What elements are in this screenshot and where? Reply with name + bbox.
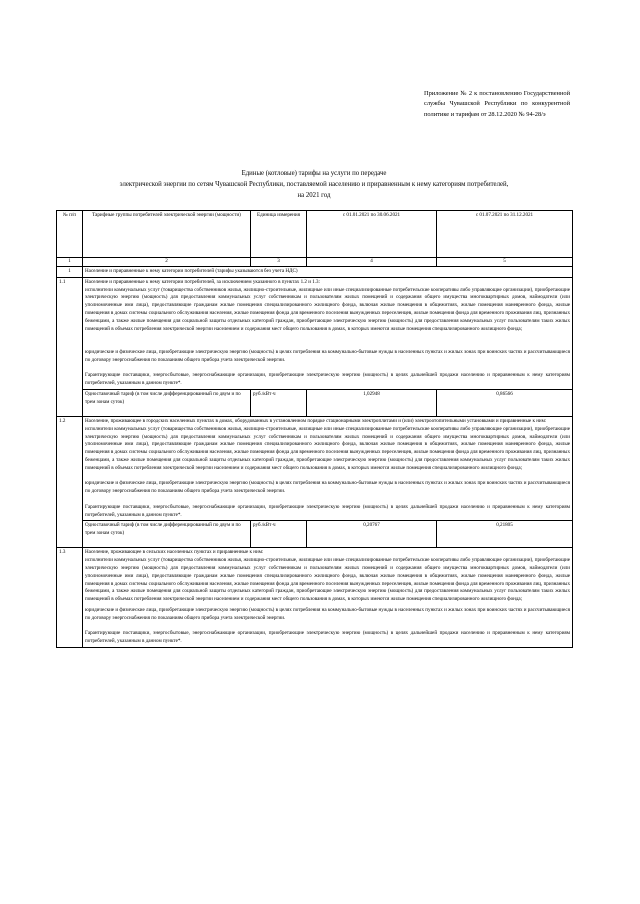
row-number: 1 bbox=[57, 267, 83, 278]
group-description bbox=[83, 548, 573, 648]
table-row bbox=[57, 548, 573, 648]
description-paragraph: Население и приравненные к нему категории потребителей, за исключением указанного в пунктах 1.2 и 1.3: bbox=[85, 278, 321, 285]
description-paragraph: исполнители коммунальных услуг (товарищества собственников жилья, жилищно-строительные, жилищные или иные специализированные потребительские кооперативы либо управляющие организации), приобретающие электрическую энергию (мощность) для предоставления коммунальных услуг собственникам и пользователям жилых помещений и содержания общего имущества многоквартирных домов, наймодатели (или уполномоченные ими лица), предоставляющие гражданам жилые помещения специализированного жилищного фонда, включая жилые помещения в общежитиях, жилые помещения маневренного фонда, жилые помещения в домах системы социального обслуживания населения, жилые помещения фонда для временного поселения вынужденных переселенцев, жилые помещения фонда для временного проживания лиц, признанных беженцами, а также жилые помещения для социальной защиты отдельных категорий граждан, приобретающие электрическую энергию (мощность) для предоставления коммунальных услуг пользователям таких жилых помещений в объемах потребления электрической энергии населением и содержания мест общего пользования в домах, в которых имеются жилые помещения специализированного жилищного фонда; bbox=[85, 286, 570, 332]
column-number: 1 bbox=[57, 258, 83, 267]
tariff-table bbox=[56, 210, 573, 648]
description-paragraph: Гарантирующие поставщики, энергосбытовые, энергоснабжающие организации, приобретающие электрическую энергию (мощность) в целях дальнейшей продажи населению и приравненным к нему категориям потребителей, указанным в данном пункте*. bbox=[85, 372, 570, 387]
document-title bbox=[56, 168, 572, 201]
row-number: 1.1 bbox=[57, 277, 83, 416]
tariff-row bbox=[57, 389, 573, 416]
description-paragraph: Население, проживающее в городских населенных пунктах в домах, оборудованных в установленном порядке стационарными электроплитами и (или) электроотопительными установками и приравненные к ним: bbox=[85, 417, 547, 424]
header-period-1: с 01.01.2021 по 30.06.2021 bbox=[307, 211, 437, 258]
row-number: 1.3 bbox=[57, 548, 83, 648]
header-tariff-groups: Тарифные группы потребителей электрической энергии (мощности) bbox=[83, 211, 251, 258]
description-paragraph: юридические и физические лица, приобретающие электрическую энергию (мощность) в целях потребления на коммунально-бытовые нужды в населенных пунктах и жилых зонах при воинских частях и рассчитывающиеся по договору энергоснабжения по показаниям общего прибора учета электрической энергии. bbox=[85, 606, 570, 621]
table-row bbox=[57, 416, 573, 520]
table-row bbox=[57, 267, 573, 278]
title-line-3: на 2021 год bbox=[297, 192, 331, 199]
table-row bbox=[57, 277, 573, 389]
group-description bbox=[83, 277, 573, 389]
column-number: 4 bbox=[307, 258, 437, 267]
tariff-value-period-1: 1,02948 bbox=[307, 389, 437, 416]
appendix-note: Приложение № 2 к постановлению Государственной службы Чувашской Республики по конкурентной политике и тарифам от 28.12.2020 № 94-28/э bbox=[424, 90, 570, 118]
description-paragraph: Население, проживающее в сельских населенных пунктах и приравненные к ним: bbox=[85, 549, 264, 556]
column-number: 3 bbox=[251, 258, 307, 267]
tariff-row bbox=[57, 521, 573, 548]
table-header-row bbox=[57, 211, 573, 258]
description-paragraph: исполнители коммунальных услуг (товарищества собственников жилья, жилищно-строительные, жилищные или иные специализированные потребительские кооперативы либо управляющие организации), приобретающие электрическую энергию (мощность) для предоставления коммунальных услуг собственникам и пользователям жилых помещений и содержания общего имущества многоквартирных домов, наймодатели (или уполномоченные ими лица), предоставляющие гражданам жилые помещения специализированного жилищного фонда, включая жилые помещения в общежитиях, жилые помещения маневренного фонда, жилые помещения в домах системы социального обслуживания населения, жилые помещения фонда для временного поселения вынужденных переселенцев, жилые помещения фонда для временного проживания лиц, признанных беженцами, а также жилые помещения для социальной защиты отдельных категорий граждан, приобретающие электрическую энергию (мощность) для предоставления коммунальных услуг пользователям таких жилых помещений в объемах потребления электрической энергии населением и содержания мест общего пользования в домах, в которых имеются жилые помещения специализированного жилищного фонда; bbox=[85, 557, 570, 603]
row-number: 1.2 bbox=[57, 416, 83, 547]
description-paragraph: исполнители коммунальных услуг (товарищества собственников жилья, жилищно-строительные, жилищные или иные специализированные потребительские кооперативы либо управляющие организации), приобретающие электрическую энергию (мощность) для предоставления коммунальных услуг собственникам и пользователям жилых помещений и содержания общего имущества многоквартирных домов, наймодатели (или уполномоченные ими лица), предоставляющие гражданам жилые помещения специализированного жилищного фонда, включая жилые помещения в общежитиях, жилые помещения маневренного фонда, жилые помещения в домах системы социального обслуживания населения, жилые помещения фонда для временного поселения вынужденных переселенцев, жилые помещения фонда для временного проживания лиц, признанных беженцами, а также жилые помещения для социальной защиты отдельных категорий граждан, приобретающие электрическую энергию (мощность) для предоставления коммунальных услуг пользователям таких жилых помещений в объемах потребления электрической энергии населением и содержания мест общего пользования в домах, в которых имеются жилые помещения специализированного жилищного фонда; bbox=[85, 425, 570, 471]
title-line-1: Единые (котловые) тарифы на услуги по передаче bbox=[241, 170, 387, 177]
header-unit: Единица измерения bbox=[251, 211, 307, 258]
group-description bbox=[83, 416, 573, 520]
tariff-label: Одноставочный тариф (в том числе дифференцированный по двум и по трем зонам суток) bbox=[83, 389, 251, 416]
description-paragraph: юридические и физические лица, приобретающие электрическую энергию (мощность) в целях потребления на коммунально-бытовые нужды в населенных пунктах и жилых зонах при воинских частях и рассчитывающиеся по договору энергоснабжения по показаниям общего прибора учета электрической энергии. bbox=[85, 348, 570, 363]
tariff-value-period-2: 0,86566 bbox=[437, 389, 573, 416]
description-paragraph: Гарантирующие поставщики, энергосбытовые, энергоснабжающие организации, приобретающие электрическую энергию (мощность) в целях дальнейшей продажи населению и приравненным к нему категориям потребителей, указанным в данном пункте*. bbox=[85, 503, 570, 518]
tariff-label: Одноставочный тариф (в том числе дифференцированный по двум и по трем зонам суток) bbox=[83, 521, 251, 548]
column-number: 5 bbox=[437, 258, 573, 267]
column-number: 2 bbox=[83, 258, 251, 267]
header-number: № п/п bbox=[57, 211, 83, 258]
tariff-unit: руб./кВт·ч bbox=[251, 521, 307, 548]
title-line-2: электрической энергии по сетям Чувашской Республики, поставляемой населению и приравненным к нему категориям потребителей, bbox=[119, 181, 509, 188]
tariff-value-period-1: 0,20767 bbox=[307, 521, 437, 548]
description-paragraph: юридические и физические лица, приобретающие электрическую энергию (мощность) в целях потребления на коммунально-бытовые нужды в населенных пунктах и жилых зонах при воинских частях и рассчитывающиеся по договору энергоснабжения по показаниям общего прибора учета электрической энергии. bbox=[85, 480, 570, 495]
header-period-2: с 01.07.2021 по 31.12.2021 bbox=[437, 211, 573, 258]
tariff-unit: руб./кВт·ч bbox=[251, 389, 307, 416]
tariff-value-period-2: 0,21805 bbox=[437, 521, 573, 548]
column-numbers-row bbox=[57, 258, 573, 267]
description-paragraph: Гарантирующие поставщики, энергосбытовые, энергоснабжающие организации, приобретающие электрическую энергию (мощность) в целях дальнейшей продажи населению и приравненным к нему категориям потребителей, указанным в данном пункте*. bbox=[85, 630, 570, 645]
row-text: Население и приравненные к нему категории потребителей (тарифы указываются без учета НДС) bbox=[83, 267, 573, 278]
